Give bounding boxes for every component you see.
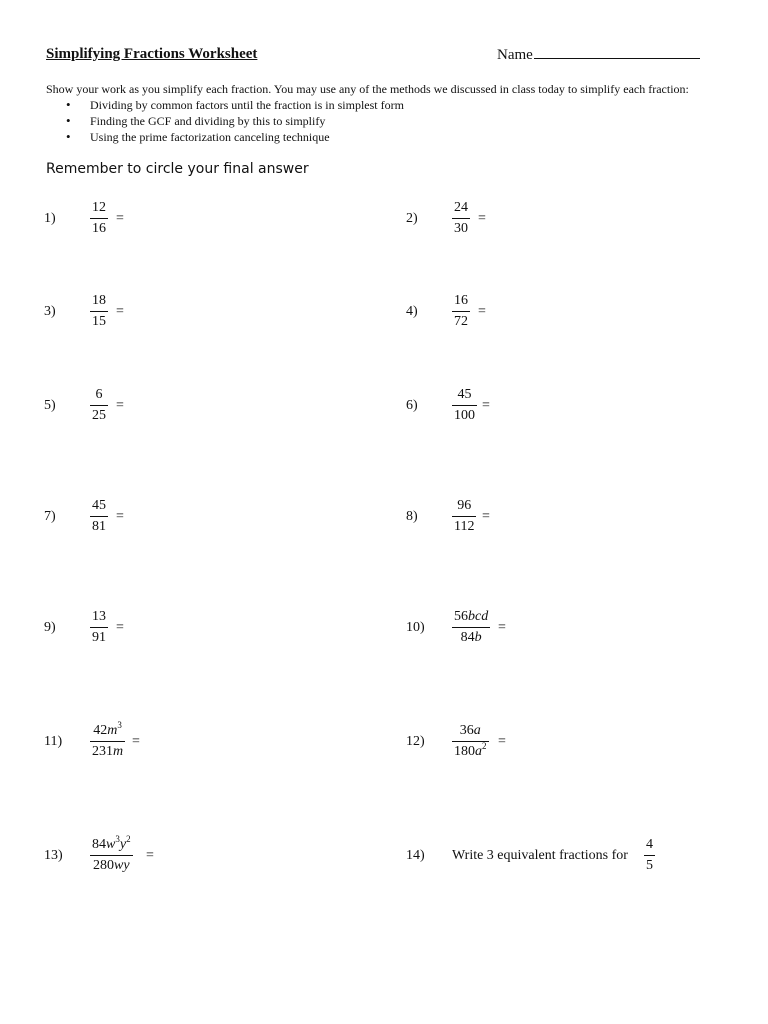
fraction [452,498,476,535]
problem-number: 5) [44,398,56,413]
problem-3 [44,293,144,337]
equals-sign: = [478,211,486,226]
fraction [452,609,490,646]
equals-sign: = [116,398,124,413]
fraction-bar [452,627,490,628]
denominator: 112 [454,519,475,534]
numerator: 16 [454,293,468,308]
method-item: • Using the prime factorization canceling technique [66,129,404,145]
fraction [452,293,470,330]
numerator: 4 [646,837,653,852]
numerator-variable-y: y [119,837,127,852]
fraction [90,387,108,424]
numerator-coefficient: 84 [92,837,106,852]
problem-8 [406,498,506,542]
problem-4 [406,293,506,337]
fraction [90,498,108,535]
fraction [90,720,125,760]
denominator: 16 [92,221,106,236]
denominator-variables: wy [114,858,130,873]
denominator: 91 [92,630,106,645]
equals-sign: = [116,211,124,226]
equals-sign: = [482,398,490,413]
problem-7 [44,498,144,542]
problem-number: 11) [44,734,63,749]
fraction-bar [90,218,108,219]
fraction [90,200,108,237]
numerator: 96 [457,498,472,513]
denominator-variables: b [474,630,482,645]
problem-2 [406,200,506,244]
numerator: 45 [457,387,472,402]
fraction [90,834,133,874]
problem-13 [44,834,174,881]
denominator [452,741,489,760]
fraction-bar [452,516,476,517]
numerator-variable: m [107,723,118,738]
equals-sign: = [116,509,124,524]
problem-number: 7) [44,509,56,524]
name-label: Name [497,47,533,63]
numerator: 24 [454,200,468,215]
fraction-bar [452,218,470,219]
denominator: 15 [92,314,106,329]
equals-sign: = [498,734,506,749]
denominator: 25 [92,408,106,423]
problem-9 [44,609,144,653]
method-item: • Dividing by common factors until the fraction is in simplest form [66,97,404,113]
numerator [91,720,124,739]
fraction-bar [90,516,108,517]
problem-10 [406,609,526,653]
denominator-variable: a [475,744,482,759]
numerator: 18 [92,293,106,308]
numerator [90,834,133,853]
numerator [452,609,490,625]
fraction-bar [90,311,108,312]
denominator: 81 [92,519,106,534]
instructions-text: Show your work as you simplify each fraction. You may use any of the methods we discussed in class today to simplify each fraction: [46,82,689,96]
equals-sign: = [498,620,506,635]
problem-number: 14) [406,848,425,863]
denominator-variable: m [113,744,124,759]
methods-list [66,97,404,145]
denominator-coefficient: 84 [460,630,475,645]
equals-sign: = [116,620,124,635]
problem-12 [406,723,526,767]
denominator-coefficient: 280 [93,858,114,873]
problem-number: 10) [406,620,425,635]
denominator: 5 [646,858,653,873]
numerator-exponent: 3 [117,720,122,730]
fraction-bar [90,405,108,406]
denominator [91,858,132,874]
denominator: 30 [454,221,468,236]
reminder-text: Remember to circle your final answer [46,161,309,177]
numerator-exponent-w: 3 [115,834,120,844]
problem-number: 12) [406,734,425,749]
problem-number: 1) [44,211,56,226]
denominator: 100 [454,408,475,423]
denominator-coefficient: 180 [454,744,475,759]
name-field [497,46,700,64]
problem-number: 6) [406,398,418,413]
numerator: 12 [92,200,106,215]
equals-sign: = [132,734,140,749]
denominator-exponent: 2 [482,741,487,751]
fraction-bar [90,627,108,628]
fraction-bar [90,741,125,742]
name-blank-line [534,46,700,59]
numerator-coefficient: 42 [93,723,108,738]
problem-number: 2) [406,211,418,226]
fraction [452,200,470,237]
problem-number: 4) [406,304,418,319]
fraction [644,837,655,874]
numerator-coefficient: 36 [459,723,474,738]
problem-11 [44,720,164,767]
numerator: 45 [92,498,106,513]
equals-sign: = [116,304,124,319]
fraction-bar [452,405,477,406]
problem-14 [406,837,676,881]
numerator: 13 [92,609,106,624]
problem-1 [44,200,144,244]
numerator-variables: bcd [468,609,489,624]
numerator-variable-w: w [106,837,116,852]
denominator-coefficient: 231 [92,744,113,759]
problem-5 [44,387,144,431]
numerator-variable: a [473,723,481,738]
fraction [90,293,108,330]
fraction [90,609,108,646]
problem-14-prompt: Write 3 equivalent fractions for [452,848,628,863]
numerator-exponent-y: 2 [126,834,131,844]
denominator [90,744,125,760]
problem-number: 13) [44,848,63,863]
problem-number: 9) [44,620,56,635]
worksheet-title: Simplifying Fractions Worksheet [46,46,258,62]
problem-number: 8) [406,509,418,524]
denominator: 72 [454,314,468,329]
fraction [452,387,477,424]
fraction-bar [452,311,470,312]
equals-sign: = [482,509,490,524]
numerator: 6 [95,387,103,402]
fraction [452,723,489,760]
method-item: • Finding the GCF and dividing by this to simplify [66,113,404,129]
numerator-coefficient: 56 [454,609,468,624]
fraction-bar [644,855,655,856]
fraction-bar [90,855,133,856]
equals-sign: = [146,848,154,863]
problem-6 [406,387,506,431]
equals-sign: = [478,304,486,319]
problem-number: 3) [44,304,56,319]
denominator [459,630,484,646]
numerator [458,723,483,739]
